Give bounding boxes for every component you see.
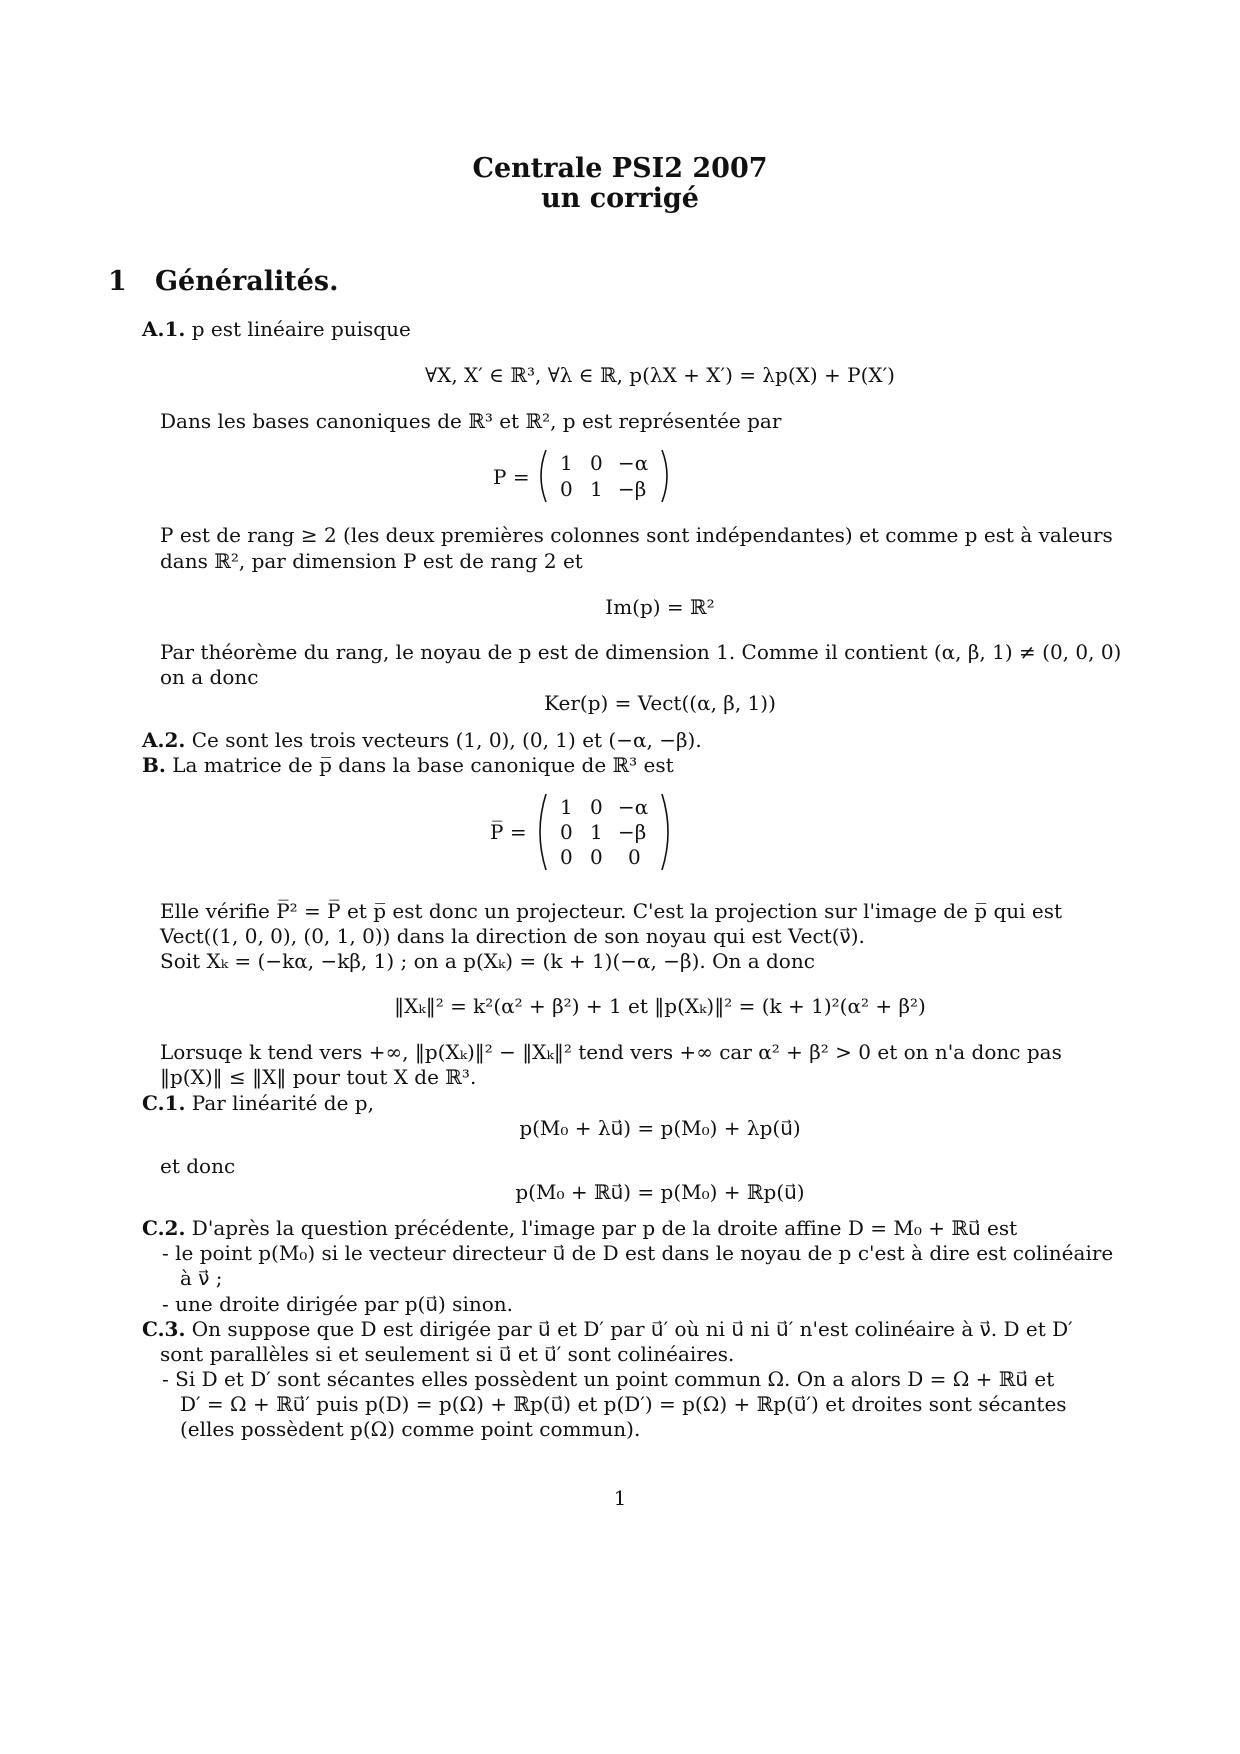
page-number: 1 (613, 1486, 627, 1510)
list-item-continuation: à ν⃗ ; (180, 1266, 223, 1290)
question-c3 (142, 1316, 1073, 1342)
matrix-cell: 1 (560, 451, 573, 475)
matrix-cell: 0 (590, 451, 603, 475)
equation-kernel: Ker(p) = Vect((α, β, 1)) (544, 691, 776, 715)
matrix-brackets (538, 792, 670, 872)
matrix-label: P̅ = (490, 820, 527, 844)
question-label: B. (142, 753, 166, 777)
question-b (142, 752, 674, 778)
list-item: - le point p(M₀) si le vecteur directeur u⃗ de D est dans le noyau de p c'est à dire est colinéaire (162, 1241, 1114, 1265)
question-label: C.1. (142, 1091, 186, 1115)
paragraph-text: Par théorème du rang, le noyau de p est de dimension 1. Comme il contient (α, β, 1) ≠ (0, 0, 0) (160, 640, 1122, 664)
section-number: 1 (108, 266, 127, 297)
paragraph-text: Lorsuqe k tend vers +∞, ‖p(Xₖ)‖² − ‖Xₖ‖² tend vers +∞ car α² + β² > 0 et on n'a donc pas (160, 1040, 1062, 1064)
question-label: C.3. (142, 1317, 186, 1341)
question-label: C.2. (142, 1216, 186, 1240)
list-item: - une droite dirigée par p(u⃗) sinon. (162, 1292, 513, 1316)
paragraph-text: La matrice de p̅ dans la base canonique de ℝ³ est (172, 753, 674, 777)
paragraph-text: et donc (160, 1154, 236, 1178)
question-a2 (142, 727, 702, 753)
matrix-cell: 0 (560, 845, 573, 869)
equation-norms: ‖Xₖ‖² = k²(α² + β²) + 1 et ‖p(Xₖ)‖² = (k + 1)²(α² + β²) (394, 994, 926, 1018)
matrix-cell: 0 (560, 477, 573, 501)
matrix-brackets (538, 448, 670, 504)
paragraph-text: Soit Xₖ = (−kα, −kβ, 1) ; on a p(Xₖ) = (k + 1)(−α, −β). On a donc (160, 949, 815, 973)
matrix-cell: −α (618, 451, 649, 475)
paragraph-text: Ce sont les trois vecteurs (1, 0), (0, 1) et (−α, −β). (191, 728, 702, 752)
matrix-cell: −β (618, 477, 647, 501)
matrix-cell: −α (618, 795, 649, 819)
paragraph-text: P est de rang ≥ 2 (les deux premières colonnes sont indépendantes) et comme p est à valeurs (160, 523, 1113, 547)
matrix-cell: 0 (560, 820, 573, 844)
matrix-cell: −β (618, 820, 647, 844)
list-item-continuation: (elles possèdent p(Ω) comme point commun). (180, 1417, 641, 1441)
list-item-continuation: D′ = Ω + ℝu⃗′ puis p(D) = p(Ω) + ℝp(u⃗) et p(D′) = p(Ω) + ℝp(u⃗′) et droites sont sécantes (180, 1392, 1067, 1416)
paragraph-text: dans ℝ², par dimension P est de rang 2 et (160, 549, 583, 573)
document-title: Centrale PSI2 2007 (472, 153, 768, 184)
equation-c1-b: p(M₀ + ℝu⃗) = p(M₀) + ℝp(u⃗) (515, 1180, 805, 1204)
matrix-label: P = (493, 465, 530, 489)
matrix-cell: 1 (560, 795, 573, 819)
paragraph-text: Elle vérifie P̅² = P̅ et p̅ est donc un projecteur. C'est la projection sur l'image de p̅ qui est (160, 899, 1063, 923)
paragraph-text: ‖p(X)‖ ≤ ‖X‖ pour tout X de ℝ³. (160, 1065, 477, 1089)
paragraph-text: Vect((1, 0, 0), (0, 1, 0)) dans la direction de son noyau qui est Vect(ν⃗). (160, 924, 865, 948)
paragraph-text: Dans les bases canoniques de ℝ³ et ℝ², p est représentée par (160, 409, 782, 433)
equation-c1-a: p(M₀ + λu⃗) = p(M₀) + λp(u⃗) (519, 1116, 801, 1140)
equation-linearity: ∀X, X′ ∈ ℝ³, ∀λ ∈ ℝ, p(λX + X′) = λp(X) + P(X′) (425, 363, 895, 387)
paragraph-text: sont parallèles si et seulement si u⃗ et u⃗′ sont colinéaires. (160, 1342, 735, 1366)
paragraph-text: On suppose que D est dirigée par u⃗ et D′ par u⃗′ où ni u⃗ ni u⃗′ n'est colinéaire à ν⃗. D et D′ (191, 1317, 1073, 1341)
equation-image: Im(p) = ℝ² (605, 595, 715, 619)
document-subtitle: un corrigé (541, 183, 699, 214)
list-item: - Si D et D′ sont sécantes elles possèdent un point commun Ω. On a alors D = Ω + ℝu⃗ et (162, 1367, 1055, 1391)
matrix-cell: 0 (628, 845, 641, 869)
paragraph-text: Par linéarité de p, (191, 1091, 374, 1115)
paragraph-text: p est linéaire puisque (191, 317, 411, 341)
matrix-cell: 1 (590, 820, 603, 844)
question-label: A.1. (142, 317, 186, 341)
question-label: A.2. (142, 728, 186, 752)
question-a1 (142, 316, 411, 342)
question-c2 (142, 1215, 1017, 1241)
matrix-p (538, 448, 670, 504)
question-c1 (142, 1090, 374, 1116)
matrix-cell: 0 (590, 795, 603, 819)
matrix-p-bar (538, 792, 670, 872)
matrix-cell: 1 (590, 477, 603, 501)
section-title: Généralités. (155, 266, 339, 297)
paragraph-text: on a donc (160, 665, 259, 689)
paragraph-text: D'après la question précédente, l'image par p de la droite affine D = M₀ + ℝu⃗ est (191, 1216, 1018, 1240)
matrix-cell: 0 (590, 845, 603, 869)
